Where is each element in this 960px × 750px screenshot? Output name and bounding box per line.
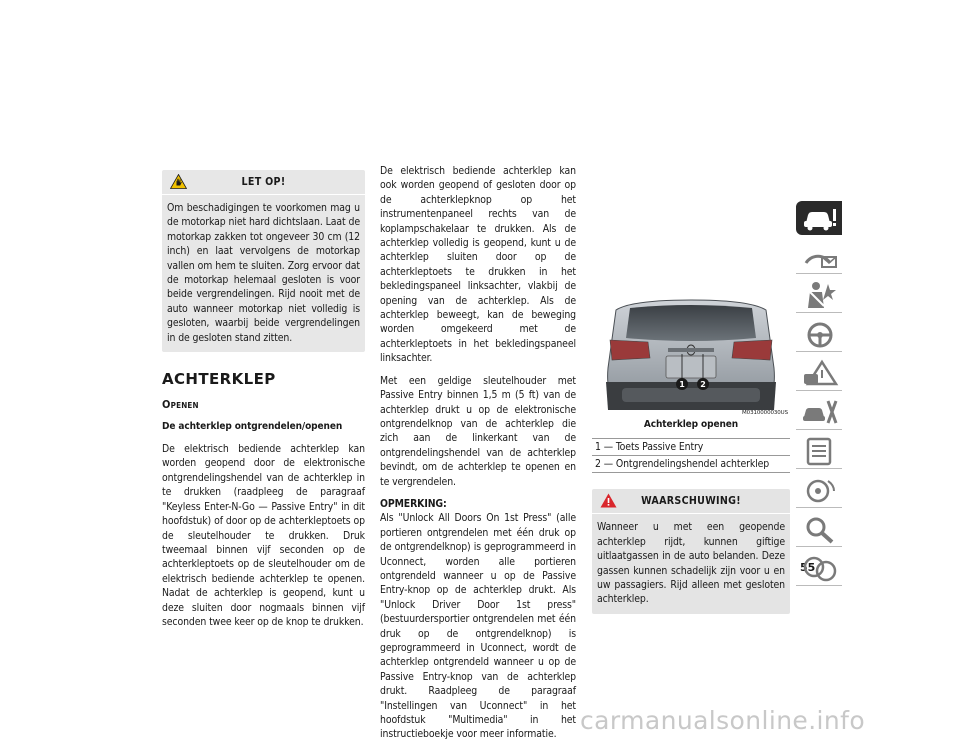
steering-wheel-icon <box>800 319 840 349</box>
page-number: 55 <box>800 561 816 574</box>
column-2 <box>380 164 576 750</box>
tab-index[interactable] <box>796 512 842 547</box>
magnifier-index-icon <box>800 514 840 544</box>
note <box>380 497 576 742</box>
warning-triangle-icon <box>600 493 617 508</box>
figure-code: M0310000030US <box>742 410 788 416</box>
caution-hand-icon <box>170 174 187 189</box>
subsection-title: Openen <box>162 398 199 412</box>
tab-service[interactable] <box>796 395 842 430</box>
tab-specifications[interactable] <box>796 434 842 469</box>
chapter-tabs <box>796 201 842 590</box>
tab-vehicle-info[interactable] <box>796 201 842 235</box>
liftgate-illustration <box>592 298 790 416</box>
language-info-icon <box>800 553 840 583</box>
seatbelt-safety-icon <box>800 280 840 310</box>
paragraph-1: De elektrisch bediende achterklep kan worden geopend door de elektronische ontgrendelingshendel van de achterklep in te drukken (raadpleeg de paragraaf "Keyless Enter-N-Go — Passive Entry" in dit hoofdstuk) of door op de achterkleptoets op de sleutelhouder te drukken. Druk tweemaal binnen vijf seconden op de achterkleptoets op de sleutelhouder om de elektrisch bediende achterklep te openen. Nadat de achterklep is geopend, kunt u deze sluiten door nogmaals binnen vijf seconden twee keer op de knop te drukken. <box>162 443 365 628</box>
tab-driving[interactable] <box>796 317 842 352</box>
caution-header <box>162 170 365 195</box>
warning-text: Wanneer u met een geopende achterklep rijdt, kunnen giftige uitlaatgassen in de auto belanden. Deze gassen kunnen schadelijk zijn voor u en uw passagiers. Rijd alleen met gesloten achterklep. <box>597 521 785 606</box>
paragraph-2: De elektrisch bediende achterklep kan ook worden geopend of gesloten door op de achterklepknop op het instrumentenpaneel rechts van de koplampschakelaar te drukken. Als de achterklep volledig is geopend, kunt u de achterklep sluiten door op de achterkleptoets te drukken in het bekledingspaneel linksachter, vlakbij de opening van de achterklep. Als de achterklep beweegt, kan de beweging worden omgekeerd met de achterkleptoets in het bekledingspaneel linksachter. <box>380 165 576 365</box>
tab-dashboard[interactable] <box>796 239 842 274</box>
warning-header <box>592 489 790 514</box>
dashboard-message-icon <box>800 241 840 271</box>
figure-liftgate <box>592 298 790 473</box>
legend-item-1: 1 — Toets Passive Entry <box>592 439 790 456</box>
column-3 <box>592 164 790 628</box>
specifications-list-icon <box>800 436 840 466</box>
paragraph-3: Met een geldige sleutelhouder met Passive Entry binnen 1,5 m (5 ft) van de achterklep drukt u op de elektronische ontgrendelknop van de achterklep die zich aan de linkerkant van de ontgrendelingshendel van de achterklep bevindt, om de achterklep te openen en te vergrendelen. <box>380 374 576 488</box>
multimedia-icon <box>800 475 840 505</box>
warning-title: WAARSCHUWING! <box>641 495 741 508</box>
note-continuation-space <box>592 164 790 284</box>
callout-1: 1 <box>679 380 685 389</box>
subsubsection-title: De achterklep ontgrendelen/openen <box>162 421 343 433</box>
tab-emergency[interactable] <box>796 356 842 391</box>
figure-caption: Achterklep openen <box>643 419 739 430</box>
caution-box <box>162 170 365 352</box>
tab-safety[interactable] <box>796 278 842 313</box>
column-1 <box>162 170 365 637</box>
car-service-tools-icon <box>800 397 840 427</box>
tab-language[interactable] <box>796 551 842 586</box>
section-title: ACHTERKLEP <box>162 370 276 389</box>
legend-item-2: 2 — Ontgrendelingshendel achterklep <box>592 456 790 473</box>
figure-legend <box>592 438 790 473</box>
callout-2: 2 <box>700 380 706 389</box>
caution-title: LET OP! <box>241 176 286 188</box>
note-text: Als "Unlock All Doors On 1st Press" (alle portieren ontgrendelen met één druk op de ontgrendelknop) is geprogrammeerd in Uconnect, worden alle portieren ontgrendeld wanneer u op de Passive Entry-knop op de achterklep drukt. Als "Unlock Driver Door 1st press" (bestuurdersportier ontgrendelen met één druk op de ontgrendelknop) is geprogrammeerd in Uconnect, wordt de achterklep ontgrendeld wanneer u op de Passive Entry-knop van de achterklep drukt. Raadpleeg de paragraaf "Instellingen van Uconnect" in het hoofdstuk "Multimedia" in het instructieboekje voor meer informatie. <box>380 512 576 741</box>
car-info-icon <box>800 203 840 233</box>
note-label: OPMERKING: <box>380 497 447 510</box>
tab-multimedia[interactable] <box>796 473 842 508</box>
warning-box <box>592 489 790 613</box>
roadside-hazard-icon <box>800 358 840 388</box>
watermark: carmanualsonline.info <box>580 706 866 735</box>
caution-text: Om beschadigingen te voorkomen mag u de motorkap niet hard dichtslaan. Laat de motorkap zakken tot ongeveer 30 cm (12 inch) en laat vervolgens de motorkap vallen om hem te sluiten. Zorg ervoor dat de motorkap helemaal gesloten is voor beide vergrendelingen. Rijd nooit met de auto wanneer motorkap niet volledig is gesloten, waarbij beide vergrendelingen in de gesloten stand zitten. <box>167 202 360 344</box>
